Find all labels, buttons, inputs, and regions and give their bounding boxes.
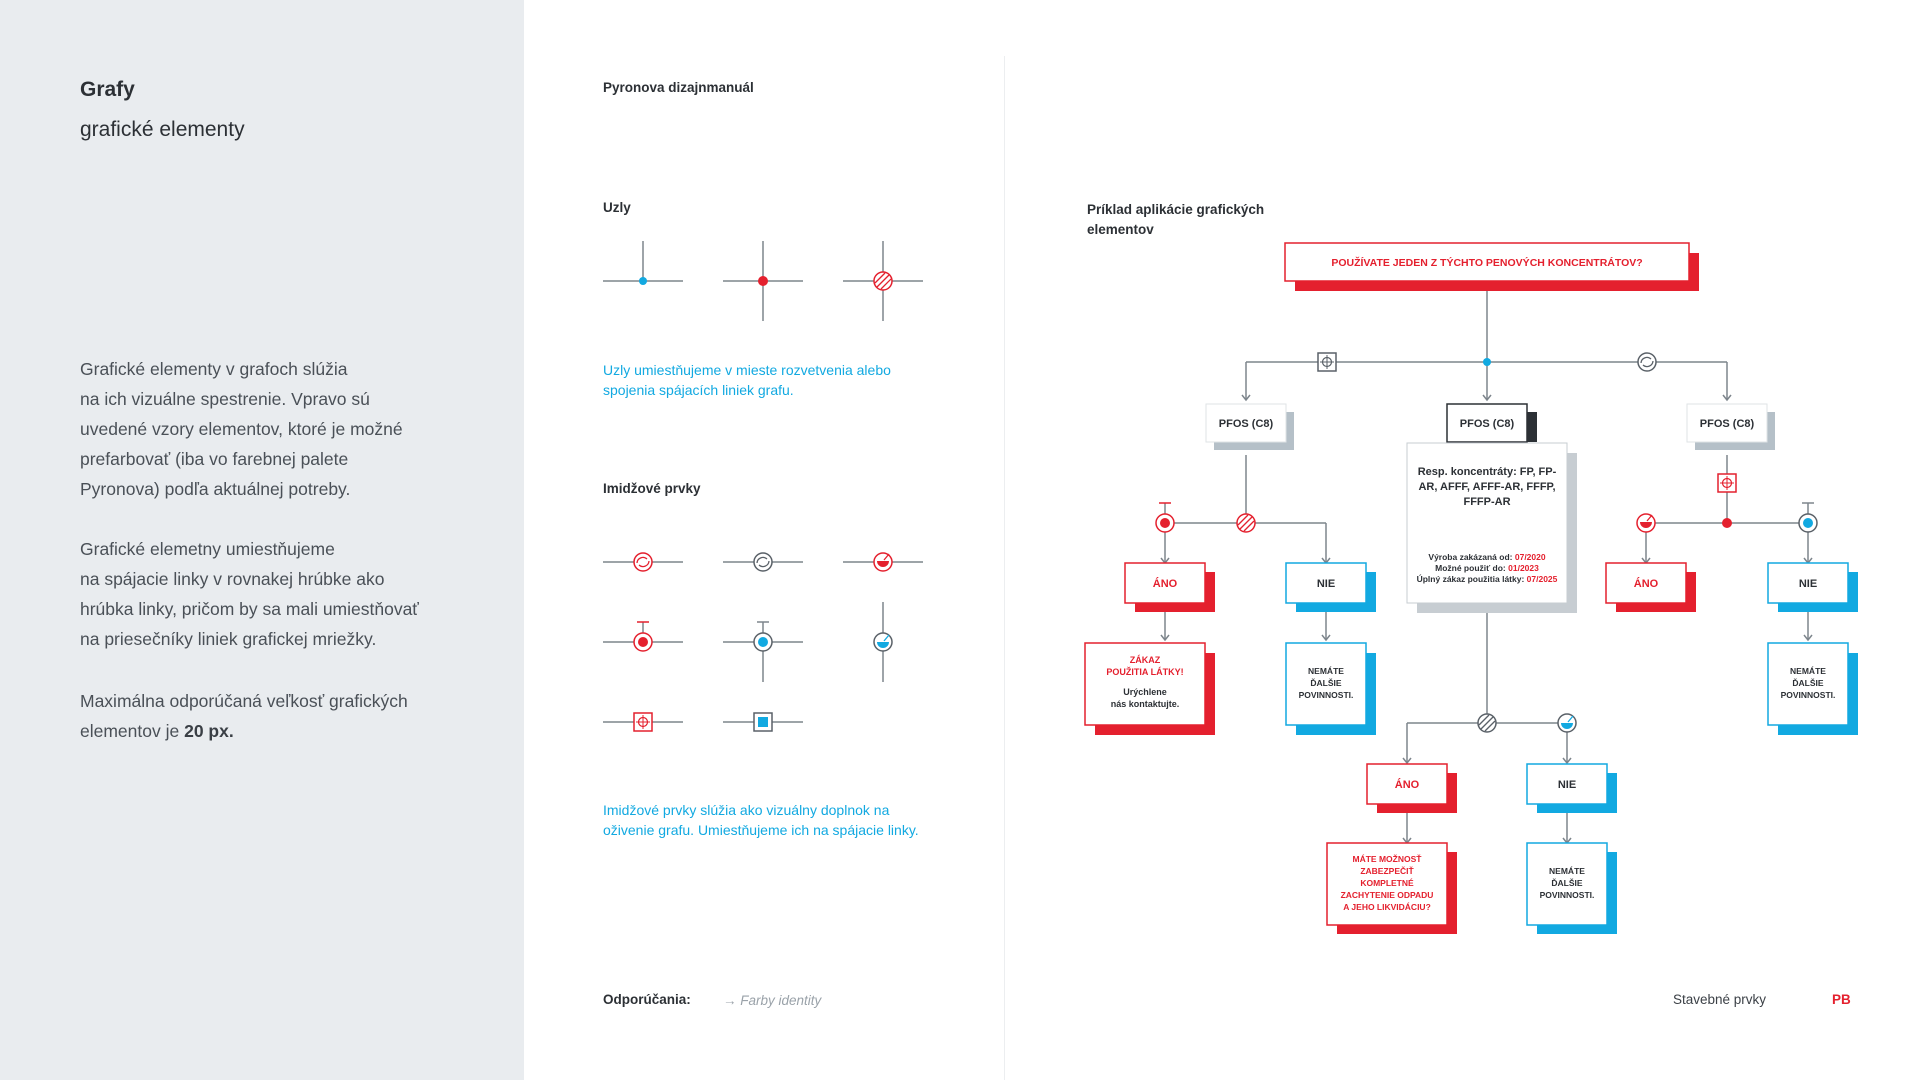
svg-text:ZACHYTENIE ODPADU: ZACHYTENIE ODPADU xyxy=(1340,890,1434,900)
svg-text:Výroba zakázaná od: 07/2020: Výroba zakázaná od: 07/2020 xyxy=(1428,552,1546,562)
svg-text:ZABEZPEČIŤ: ZABEZPEČIŤ xyxy=(1360,866,1414,876)
size-paragraph: Maximálna odporúčaná veľkosť grafických elementov je 20 px. xyxy=(80,691,408,741)
right-yes-box xyxy=(1606,563,1696,612)
svg-text:POVINNOSTI.: POVINNOSTI. xyxy=(1780,690,1836,700)
pfos-mid-box xyxy=(1447,404,1537,442)
cyan-junction-node-icon xyxy=(1483,358,1491,366)
left-yes-box xyxy=(1125,563,1215,612)
svg-text:ÁNO: ÁNO xyxy=(1633,578,1659,590)
cycle-marker-icon xyxy=(1638,353,1656,371)
right-no-duties-box xyxy=(1768,643,1858,735)
pfos-left-box xyxy=(1206,404,1294,450)
right-target-square-icon xyxy=(1718,474,1736,492)
square-target-marker-icon xyxy=(1318,353,1336,371)
image-elements-caption: Imidžové prvky slúžia ako vizuálny doplnok na oživenie grafu. Umiestňujeme ich na spájacie linky. xyxy=(603,802,919,838)
svg-text:POVINNOSTI.: POVINNOSTI. xyxy=(1298,690,1354,700)
svg-text:ZÁKAZ: ZÁKAZ xyxy=(1129,655,1161,665)
svg-text:POVINNOSTI.: POVINNOSTI. xyxy=(1539,890,1595,900)
svg-text:PFOS (C8): PFOS (C8) xyxy=(1699,418,1755,430)
recommendations-label: Odporúčania: xyxy=(603,992,691,1007)
mid-no-box xyxy=(1527,764,1617,813)
svg-text:NIE: NIE xyxy=(1557,779,1577,791)
nodes-heading: Uzly xyxy=(603,200,631,215)
svg-text:MÁTE MOŽNOSŤ: MÁTE MOŽNOSŤ xyxy=(1352,854,1422,864)
pfos-right-box xyxy=(1687,404,1775,450)
svg-text:ÁNO: ÁNO xyxy=(1394,779,1420,791)
question-box xyxy=(1285,243,1699,291)
svg-text:AR, AFFF, AFFF-AR, FFFP,: AR, AFFF, AFFF-AR, FFFP, xyxy=(1418,481,1556,493)
svg-text:ÁNO: ÁNO xyxy=(1152,578,1178,590)
svg-text:NIE: NIE xyxy=(1798,578,1818,590)
mid-no-duties-box xyxy=(1527,843,1617,934)
mid-cyan-bowl-icon xyxy=(1558,714,1576,732)
waste-question-box xyxy=(1327,843,1457,934)
left-hatched-node-icon xyxy=(1237,514,1255,532)
example-heading: Príklad aplikácie grafických elementov xyxy=(1087,202,1265,237)
svg-text:FFFP-AR: FFFP-AR xyxy=(1463,496,1511,508)
svg-text:POUŽÍVATE JEDEN Z TÝCHTO PENOV: POUŽÍVATE JEDEN Z TÝCHTO PENOVÝCH KONCENTRÁTOV? xyxy=(1331,257,1643,269)
left-no-box xyxy=(1286,563,1376,612)
svg-text:Úplný zákaz použitia látky: 07: Úplný zákaz použitia látky: 07/2025 xyxy=(1416,574,1558,584)
svg-text:NIE: NIE xyxy=(1316,578,1336,590)
page-subtitle: grafické elementy xyxy=(80,118,245,141)
svg-text:PFOS (C8): PFOS (C8) xyxy=(1459,418,1515,430)
svg-text:A JEHO LIKVIDÁCIU?: A JEHO LIKVIDÁCIU? xyxy=(1343,902,1431,912)
manual-title: Pyronova dizajnmanuál xyxy=(603,80,754,95)
svg-text:Resp. koncentráty: FP, FP-: Resp. koncentráty: FP, FP- xyxy=(1417,466,1557,478)
intro-paragraph: Grafické elementy v grafoch slúžia na ich vizuálne spestrenie. Vpravo sú uvedené vzory elementov, ktoré je možné prefarbovať (iba vo farebnej palete Pyronova) podľa aktuálnej potreby. xyxy=(80,359,403,499)
footer-section-name: Stavebné prvky xyxy=(1673,992,1767,1007)
svg-text:ĎALŠIE: ĎALŠIE xyxy=(1551,878,1583,888)
right-red-bowl-icon xyxy=(1637,514,1655,532)
svg-text:ĎALŠIE: ĎALŠIE xyxy=(1792,678,1824,688)
placement-paragraph: Grafické elemetny umiestňujeme na spájacie linky v rovnakej hrúbke ako hrúbka linky, pričom by sa mali umiestňovať na priesečníky liniek grafickej mriežky. xyxy=(80,539,419,649)
svg-text:KOMPLETNÉ: KOMPLETNÉ xyxy=(1360,878,1414,888)
mid-yes-box xyxy=(1367,764,1457,813)
svg-text:nás kontaktujte.: nás kontaktujte. xyxy=(1110,699,1180,709)
info-box xyxy=(1407,443,1577,613)
right-red-junction-icon xyxy=(1722,518,1732,528)
right-no-box xyxy=(1768,563,1858,612)
svg-text:NEMÁTE: NEMÁTE xyxy=(1549,866,1585,876)
image-elements-heading: Imidžové prvky xyxy=(603,481,701,496)
svg-text:ĎALŠIE: ĎALŠIE xyxy=(1310,678,1342,688)
svg-text:POUŽITIA LÁTKY!: POUŽITIA LÁTKY! xyxy=(1106,667,1184,677)
nodes-caption: Uzly umiestňujeme v mieste rozvetvenia alebo spojenia spájacích liniek grafu. xyxy=(603,362,891,398)
max-size-value: 20 px. xyxy=(184,721,234,741)
footer-page-code: PB xyxy=(1832,992,1851,1007)
svg-text:PFOS (C8): PFOS (C8) xyxy=(1218,418,1274,430)
page-title: Grafy xyxy=(80,78,135,101)
svg-text:NEMÁTE: NEMÁTE xyxy=(1308,666,1344,676)
mid-hatched-node-icon xyxy=(1478,714,1496,732)
ban-box xyxy=(1085,643,1215,735)
colors-identity-link[interactable]: → Farby identity xyxy=(723,993,822,1008)
svg-text:NEMÁTE: NEMÁTE xyxy=(1790,666,1826,676)
svg-text:Možné použiť do: 01/2023: Možné použiť do: 01/2023 xyxy=(1435,563,1539,573)
left-no-duties-box xyxy=(1286,643,1376,735)
svg-text:Urýchlene: Urýchlene xyxy=(1123,687,1167,697)
